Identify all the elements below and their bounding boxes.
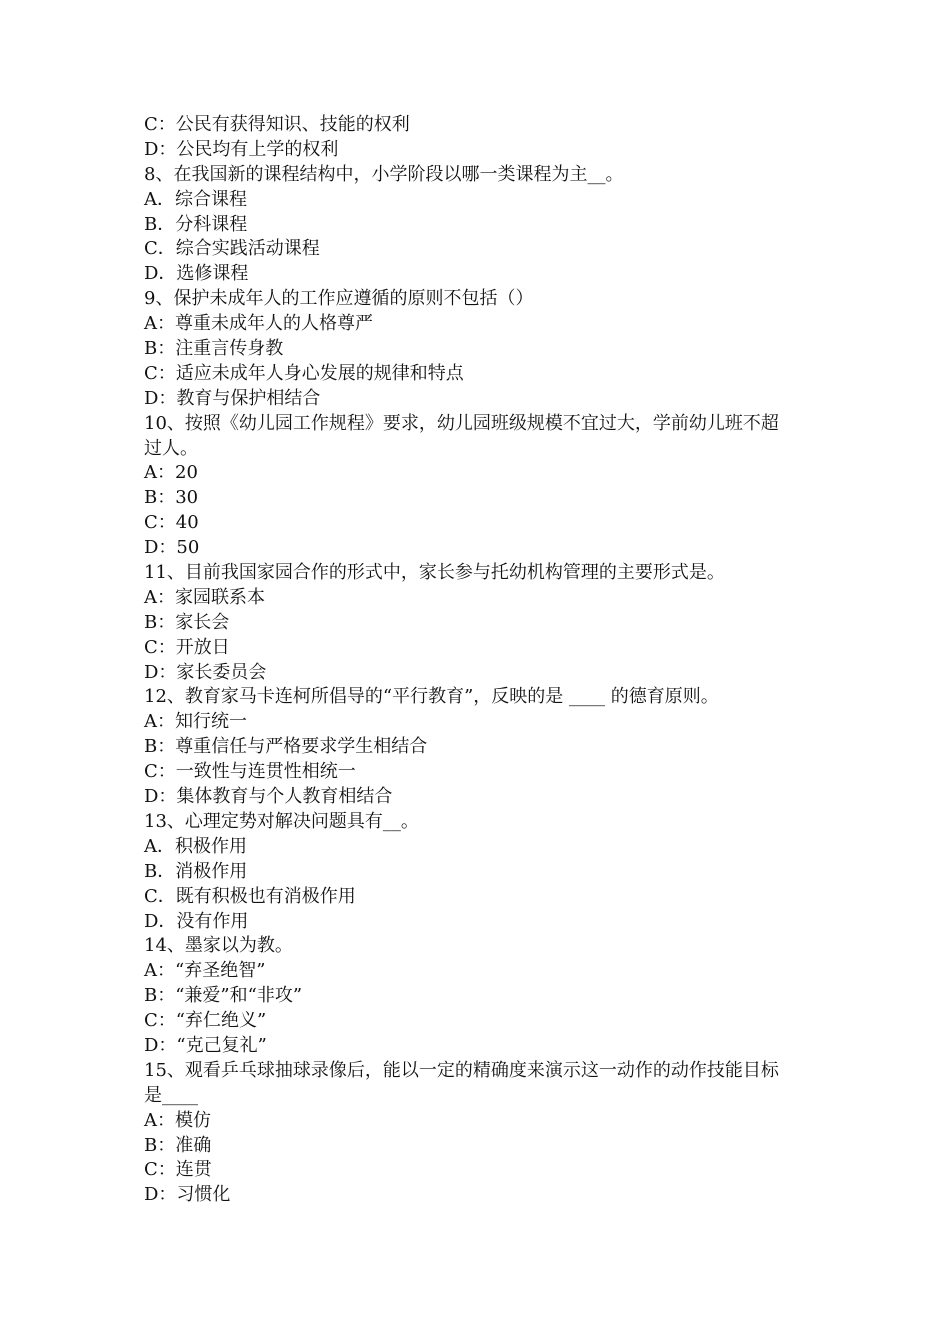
option-c: C：适应未成年人身心发展的规律和特点 — [144, 362, 464, 384]
option-a: A．积极作用 — [144, 835, 247, 857]
option-a: A．综合课程 — [144, 188, 247, 210]
option-d: D：50 — [144, 537, 200, 559]
question-15: 15、观看乒乓球抽球录像后，能以一定的精确度来演示这一动作的动作技能目标 — [144, 1059, 779, 1081]
option-c: C：一致性与连贯性相统一 — [144, 761, 356, 783]
option-a: A：“弃圣绝智” — [144, 960, 266, 982]
option-b: B：30 — [144, 487, 199, 509]
question-9: 9、保护未成年人的工作应遵循的原则不包括（） — [144, 288, 534, 310]
option-c: C：开放日 — [144, 636, 230, 658]
question-11: 11、目前我国家园合作的形式中，家长参与托幼机构管理的主要形式是。 — [144, 562, 725, 584]
option-b: B．分科课程 — [144, 213, 248, 235]
option-a: A：20 — [144, 462, 198, 484]
option-d: D．选修课程 — [144, 263, 249, 285]
option-a: A：家园联系本 — [144, 586, 265, 608]
text-line: C：公民有获得知识、技能的权利 — [144, 114, 410, 135]
question-14: 14、墨家以为教。 — [144, 935, 293, 957]
question-13: 13、心理定势对解决问题具有__。 — [144, 810, 419, 832]
option-b: B：“兼爱”和“非攻” — [144, 985, 303, 1007]
option-d: D：集体教育与个人教育相结合 — [144, 786, 393, 808]
option-a: A：尊重未成年人的人格尊严 — [144, 313, 373, 335]
option-b: B：注重言传身教 — [144, 338, 284, 360]
option-b: B：尊重信任与严格要求学生相结合 — [144, 736, 428, 758]
text-line: D：公民均有上学的权利 — [144, 138, 339, 160]
option-c: C．既有积极也有消极作用 — [144, 885, 356, 907]
option-a: A：知行统一 — [144, 711, 247, 733]
option-d: D：习惯化 — [144, 1184, 231, 1206]
question-15-continued: 是____ — [144, 1084, 198, 1106]
question-8: 8、在我国新的课程结构中，小学阶段以哪一类课程为主__。 — [144, 163, 624, 185]
option-d: D：家长委员会 — [144, 661, 267, 683]
option-d: D：“克己复礼” — [144, 1034, 267, 1056]
option-d: D：教育与保护相结合 — [144, 387, 321, 409]
option-c: C：连贯 — [144, 1159, 212, 1181]
option-b: B：准确 — [144, 1134, 212, 1156]
option-b: B：家长会 — [144, 611, 230, 633]
option-b: B．消极作用 — [144, 860, 248, 882]
question-10: 10、按照《幼儿园工作规程》要求，幼儿园班级规模不宜过大，学前幼儿班不超 — [144, 412, 779, 434]
option-c: C．综合实践活动课程 — [144, 238, 320, 260]
option-c: C：40 — [144, 512, 199, 534]
question-10-continued: 过人。 — [144, 437, 198, 459]
question-12: 12、教育家马卡连柯所倡导的“平行教育”，反映的是 ____ 的德育原则。 — [144, 686, 719, 708]
document-body — [144, 113, 814, 1208]
option-d: D．没有作用 — [144, 910, 249, 932]
option-a: A：模仿 — [144, 1109, 211, 1131]
option-c: C：“弃仁绝义” — [144, 1010, 267, 1032]
